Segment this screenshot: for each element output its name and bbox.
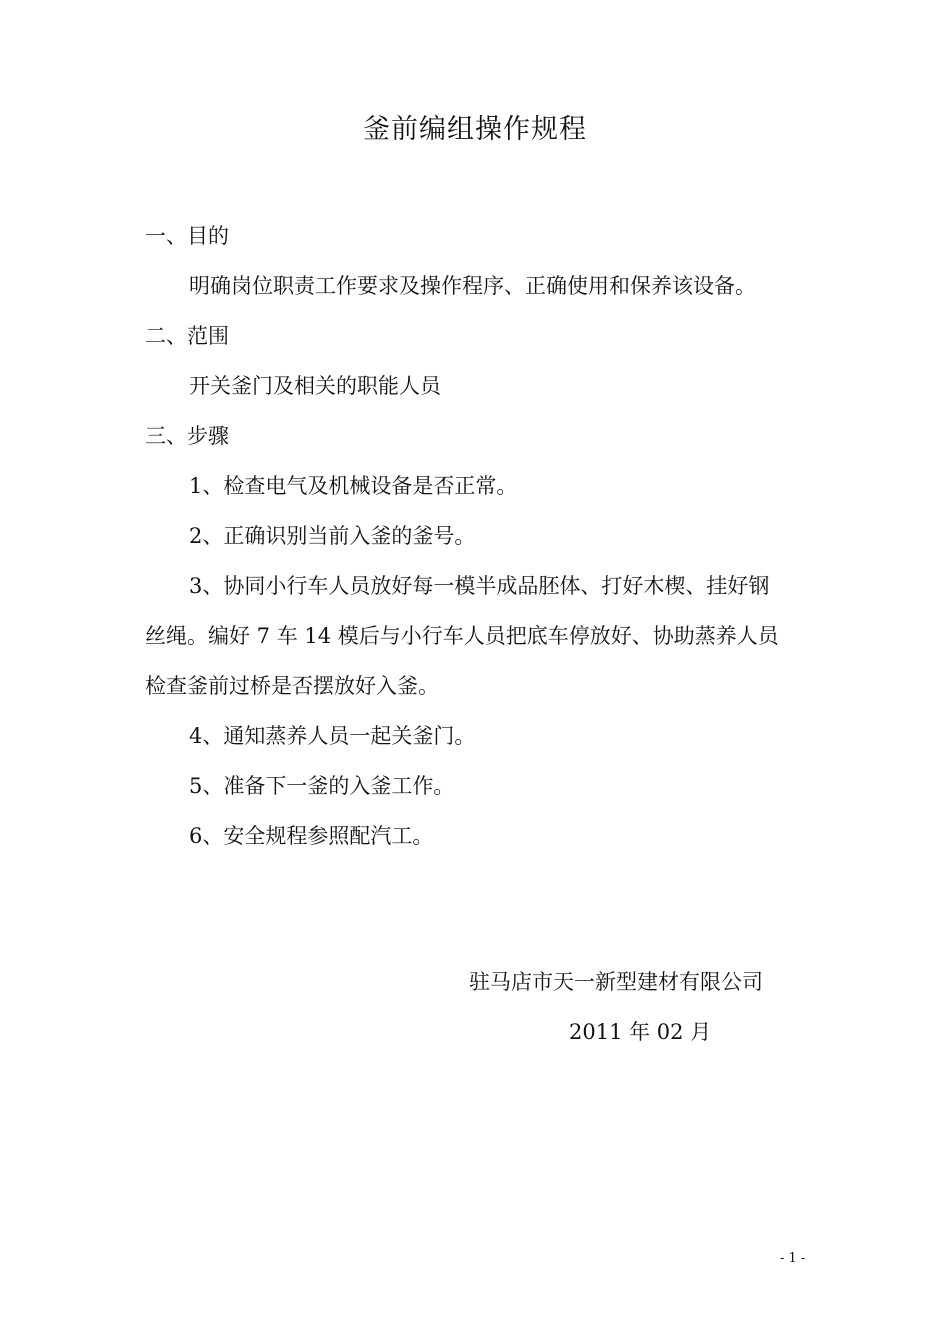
step-2: 2、正确识别当前入釜的釜号。 — [189, 524, 476, 548]
step-6: 6、安全规程参照配汽工。 — [189, 824, 434, 848]
scope-text: 开关釜门及相关的职能人员 — [189, 374, 441, 398]
section-heading-purpose: 一、目的 — [145, 224, 229, 248]
document-date: 2011 年 02 月 — [569, 1020, 712, 1044]
section-heading-scope: 二、范围 — [145, 324, 229, 348]
step-4: 4、通知蒸养人员一起关釜门。 — [189, 724, 476, 748]
section-heading-steps: 三、步骤 — [145, 424, 229, 448]
step-3-line-3: 检查釜前过桥是否摆放好入釜。 — [145, 674, 439, 698]
document-title: 釜前编组操作规程 — [363, 114, 587, 145]
company-name: 驻马店市天一新型建材有限公司 — [469, 970, 763, 994]
step-3-line-2: 丝绳。编好 7 车 14 模后与小行车人员把底车停放好、协助蒸养人员 — [145, 624, 779, 648]
step-1: 1、检查电气及机械设备是否正常。 — [189, 474, 518, 498]
page-number: - 1 - — [780, 1251, 806, 1266]
step-3-line-1: 3、协同小行车人员放好每一模半成品胚体、打好木楔、挂好钢 — [189, 574, 770, 598]
step-5: 5、准备下一釜的入釜工作。 — [189, 774, 455, 798]
purpose-text: 明确岗位职责工作要求及操作程序、正确使用和保养该设备。 — [189, 274, 756, 298]
